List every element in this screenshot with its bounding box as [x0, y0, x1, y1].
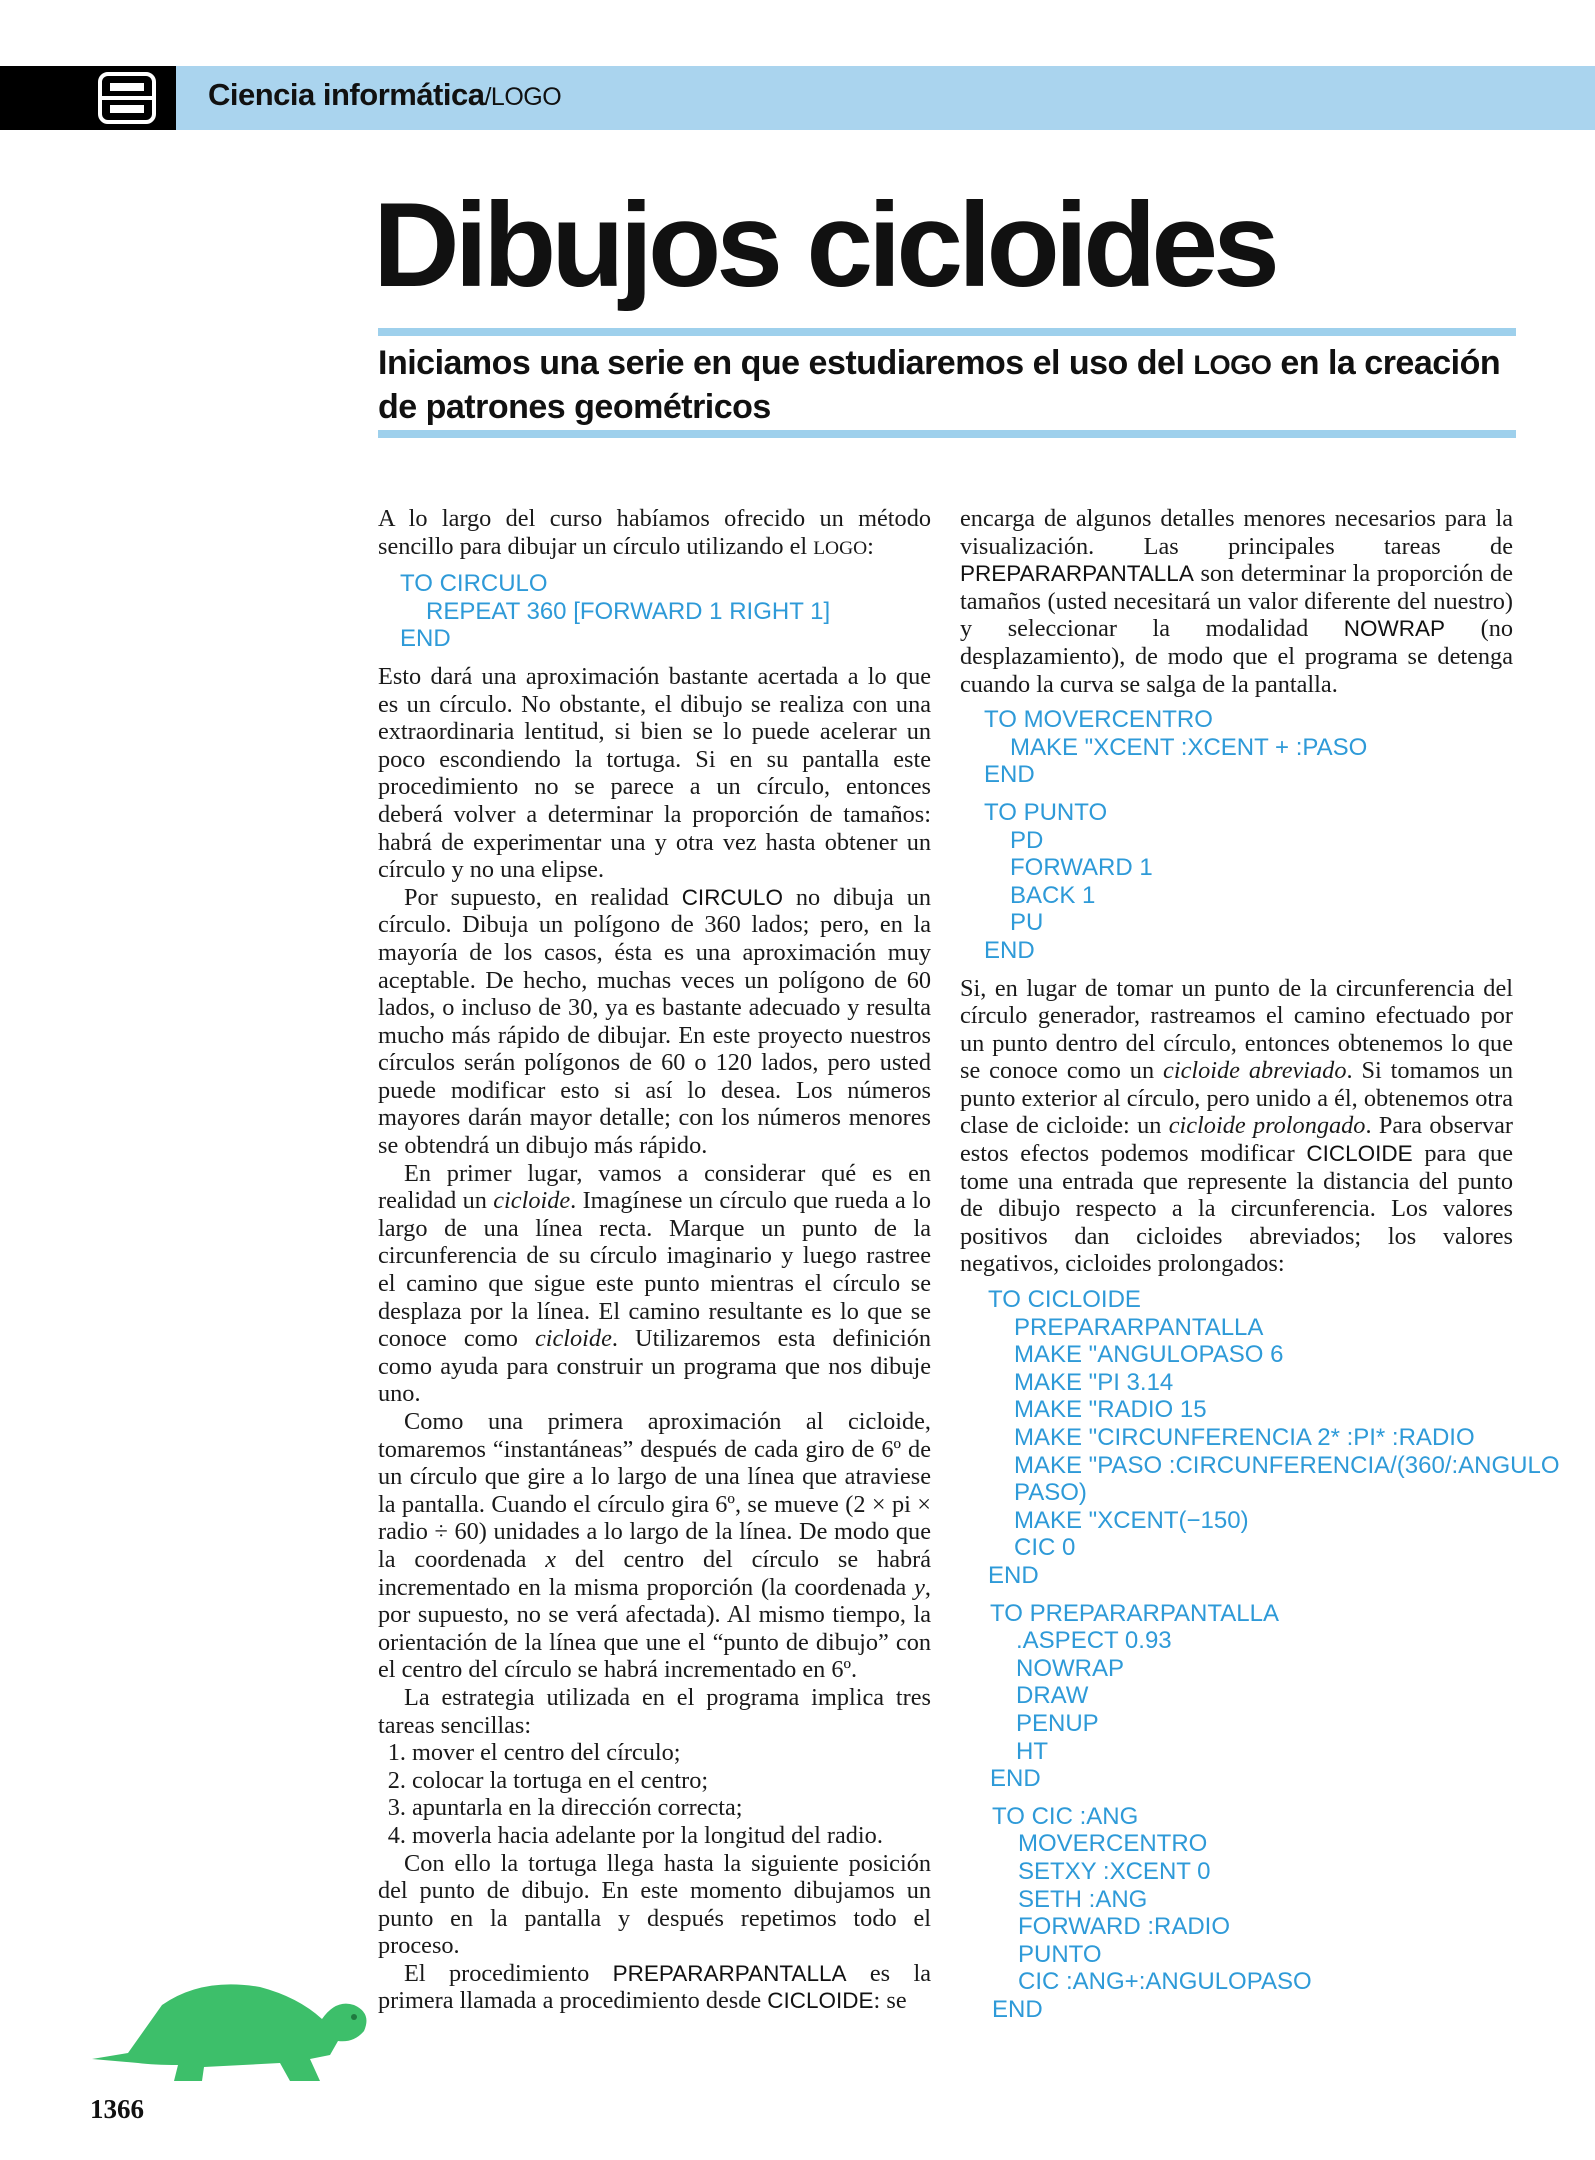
code-line: MOVERCENTRO — [1018, 1830, 1208, 1858]
code-line: BACK 1 — [1010, 881, 1096, 909]
code-line: .ASPECT 0.93 — [1016, 1627, 1172, 1655]
keyword: PREPARARPANTALLA — [960, 561, 1194, 587]
text-run: del centro del círculo se habrá incrementado en la misma proporción (la coordenada — [378, 1545, 931, 1601]
code-block-prepararpantalla — [990, 1600, 1513, 1793]
keyword: CIRCULO — [681, 884, 783, 910]
code-line: MAKE "XCENT(−150) — [1014, 1506, 1249, 1534]
text-run: no dibuja un círculo. Dibuja un polígono de 360 lados; pero, en la mayoría de los casos, ésta es una aproximación muy aceptable. De hecho, muchas veces un polígono de 60 lados, o incluso de 30, ya es bastante adecuado y resulta mucho más rápido de dibujar. En este proyecto nuestros círculos serán polígonos de 60 o 120 lados, pero usted puede modificar esto si así lo desea. Los números mayores darán mayor detalle; con los números menores se obtendrá un dibujo más rápido. — [378, 883, 932, 1160]
code-block-cicloide — [988, 1286, 1560, 1590]
emphasis: y — [914, 1573, 925, 1601]
code-line: MAKE "CIRCUNFERENCIA 2* :PI* :RADIO — [1014, 1424, 1475, 1451]
code-line: PU — [1010, 909, 1044, 937]
text-run: para que tome una entrada que represente la distancia del punto de dibujo respecto a la circunferencia. Los valores positivos dan cicloides abreviados; los valores negativos, cicloides prolongados: — [960, 1140, 1513, 1278]
code-line: PUNTO — [1018, 1940, 1102, 1968]
code-block-punto — [984, 799, 1513, 965]
emphasis: cicloide abreviado — [1163, 1057, 1347, 1085]
code-line: END — [992, 1995, 1043, 2023]
keyword: PREPARARPANTALLA — [612, 1960, 847, 1986]
paragraph — [378, 1960, 931, 2015]
code-line: SETH :ANG — [1018, 1885, 1148, 1913]
emphasis: cicloide prolongado — [1168, 1112, 1366, 1140]
code-block-circulo — [400, 570, 931, 653]
code-line: END — [984, 936, 1035, 964]
keyword: CICLOIDE — [767, 1988, 874, 2014]
paragraph — [378, 884, 931, 1160]
text-run: encarga de algunos detalles menores necesarios para la visualización. Las principales tareas de — [960, 505, 1513, 560]
section-title — [208, 77, 561, 113]
subtitle-text-2: en la creación de patrones geométricos — [378, 344, 1501, 426]
code-line: TO CIRCULO — [400, 570, 548, 598]
code-block-movercentro — [984, 706, 1513, 789]
text-run: son determinar la proporción de tamaños (usted necesitará un valor diferente del nuestro) y seleccionar la modalidad — [960, 560, 1513, 643]
keyword: NOWRAP — [1343, 616, 1446, 642]
section-name: Ciencia informática — [208, 77, 485, 112]
paragraph — [960, 505, 1513, 698]
text-run: . Para observar estos efectos podemos modificar — [960, 1112, 1513, 1168]
text-run: En primer lugar, vamos a considerar qué es en realidad un — [378, 1159, 931, 1215]
code-line: END — [988, 1561, 1039, 1589]
emphasis: cicloide — [534, 1325, 612, 1353]
page-title: Dibujos cicloides — [373, 178, 1275, 312]
code-line: MAKE "ANGULOPASO 6 — [1014, 1341, 1284, 1369]
text-run: Por supuesto, en realidad — [404, 883, 682, 911]
paragraph: Esto dará una aproximación bastante acertada a lo que es un círculo. No obstante, el dibujo se realiza con una extraordinaria lentitud, si bien se lo puede acelerar un poco escondiendo la tortuga. Si en su pantalla este procedimiento no se parece a un círculo, entonces deberá volver a determinar la proporción de tamaños: habrá de experimentar una y otra vez hasta obtener un círculo y no una elipse. — [378, 662, 931, 884]
list-item: 3. apuntarla en la dirección correcta; — [412, 1794, 931, 1822]
text-run: . Imagínese un círculo que rueda a lo largo de una línea recta. Marque un punto de la circunferencia de su círculo imaginario y luego rastree el camino que sigue este punto mientras el círculo se desplaza por la línea. El camino resultante es lo que se conoce como — [378, 1187, 932, 1353]
code-line: TO MOVERCENTRO — [984, 706, 1213, 734]
text-run: . Utilizaremos esta definición como ayuda para construir un programa que nos dibuje uno. — [378, 1325, 931, 1408]
paragraph-intro — [378, 505, 931, 562]
keyword: CICLOIDE — [1306, 1141, 1413, 1167]
page-number: 1366 — [90, 2094, 144, 2124]
logo-word: LOGO — [813, 537, 868, 559]
right-column — [960, 505, 1560, 2033]
code-line: HT — [1016, 1737, 1048, 1765]
paragraph — [378, 1160, 931, 1408]
text-run: , por supuesto, no se verá afectada). Al mismo tiempo, la orientación de la línea que une el “punto de dibujo” con el centro del círculo se habrá incrementado en 6º. — [378, 1573, 931, 1684]
code-line: MAKE "PI 3.14 — [1014, 1368, 1174, 1396]
code-line: END — [984, 761, 1035, 789]
list-item: 2. colocar la tortuga en el centro; — [412, 1767, 931, 1795]
code-line: TO PUNTO — [984, 798, 1108, 826]
text-run: Si, en lugar de tomar un punto de la circunferencia del círculo generador, rastreamos el camino efectuado por un punto dentro del círculo, entonces obtenemos lo que se conoce como un — [960, 974, 1513, 1085]
code-line: MAKE "PASO :CIRCUNFERENCIA/(360/:ANGULO — [1014, 1451, 1560, 1479]
code-line: FORWARD 1 — [1010, 854, 1153, 882]
left-column — [378, 505, 931, 2015]
code-line: PREPARARPANTALLA — [1014, 1313, 1264, 1341]
paragraph: Con ello la tortuga llega hasta la siguiente posición del punto de dibujo. En este momento dibujamos un punto en la pantalla y después repetimos todo el proceso. — [378, 1849, 931, 1960]
text-run: (no desplazamiento), de modo que el programa se detenga cuando la curva se salga de la pantalla. — [960, 615, 1514, 698]
code-line: CIC :ANG+:ANGULOPASO — [1018, 1968, 1312, 1996]
code-line: REPEAT 360 [FORWARD 1 RIGHT 1] — [426, 597, 831, 625]
code-block-cic — [992, 1803, 1513, 2024]
subtitle-text-1: Iniciamos una serie en que estudiaremos el uso del — [378, 344, 1194, 382]
section-subname: /LOGO — [484, 83, 562, 111]
subtitle-rule-top — [378, 328, 1516, 336]
emphasis: cicloide — [493, 1187, 571, 1215]
list-item: 1. mover el centro del círculo; — [412, 1739, 931, 1767]
section-header-band — [0, 66, 1595, 130]
code-line: END — [990, 1765, 1041, 1793]
paragraph: La estrategia utilizada en el programa implica tres tareas sencillas: — [378, 1683, 931, 1739]
code-line: CIC 0 — [1014, 1534, 1076, 1562]
code-line: TO PREPARARPANTALLA — [990, 1599, 1279, 1627]
text-run: A lo largo del curso habíamos ofrecido un método sencillo para dibujar un círculo utilizando el — [378, 505, 931, 560]
text-run: El procedimiento — [404, 1959, 613, 1987]
text-run: : — [867, 532, 874, 560]
code-line: SETXY :XCENT 0 — [1018, 1857, 1211, 1885]
code-line: NOWRAP — [1016, 1654, 1124, 1682]
code-line: MAKE "RADIO 15 — [1014, 1396, 1207, 1424]
code-line: PASO) — [1014, 1479, 1087, 1507]
code-line: PD — [1010, 826, 1044, 854]
paragraph — [960, 975, 1513, 1279]
subtitle-logo-word: LOGO — [1193, 349, 1272, 380]
page-subtitle — [378, 342, 1516, 428]
logo-turtle-illustration — [92, 1975, 372, 2090]
text-run: Como una primera aproximación al cicloide, tomaremos “instantáneas” después de cada giro de 6º de un círculo que gire a lo largo de una línea que atraviese la pantalla. Cuando el círculo gira 6º, se mueve (2 × pi × radio ÷ 60) unidades a lo largo de la línea. De modo que la coordenada — [378, 1408, 931, 1573]
paragraph — [378, 1408, 931, 1684]
code-line: TO CIC :ANG — [992, 1802, 1139, 1830]
emphasis: x — [545, 1545, 557, 1573]
code-line: PENUP — [1016, 1709, 1099, 1737]
text-run: es la primera llamada a procedimiento desde — [378, 1959, 931, 2015]
code-line: FORWARD :RADIO — [1018, 1913, 1231, 1941]
code-line: DRAW — [1016, 1682, 1089, 1710]
steps-list — [378, 1739, 931, 1849]
code-line: END — [400, 625, 451, 653]
computer-chip-icon — [98, 72, 156, 124]
code-line: MAKE "XCENT :XCENT + :PASO — [1010, 733, 1368, 761]
code-line: TO CICLOIDE — [988, 1286, 1141, 1314]
text-run: : se — [873, 1987, 907, 2015]
text-run: . Si tomamos un punto exterior al círculo, pero unido a él, obtenemos otra clase de cicloide: un — [960, 1057, 1513, 1140]
list-item: 4. moverla hacia adelante por la longitud del radio. — [412, 1822, 931, 1850]
subtitle-rule-bottom — [378, 430, 1516, 438]
